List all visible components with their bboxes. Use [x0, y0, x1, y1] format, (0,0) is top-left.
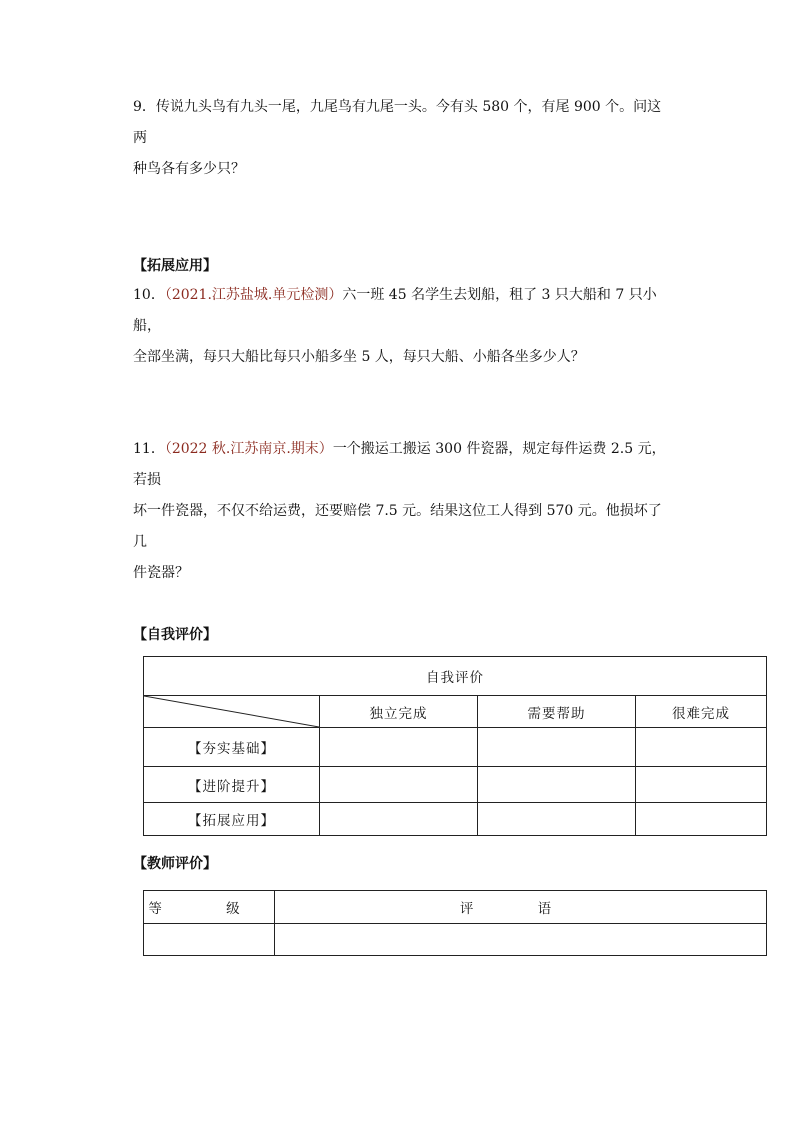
self-cell[interactable]	[320, 767, 478, 803]
self-cell[interactable]	[478, 803, 636, 836]
self-cell[interactable]	[320, 728, 478, 767]
question-11-line-3: 件瓷器？	[133, 565, 189, 581]
question-11-line-2: 坏一件瓷器，不仅不给运费，还要赔偿 7.5 元。结果这位工人得到 570 元。他损坏了几	[133, 503, 662, 550]
question-11	[133, 434, 673, 589]
question-9-line-2: 种鸟各有多少只？	[133, 161, 245, 177]
self-cell[interactable]	[636, 767, 767, 803]
diagonal-line	[144, 696, 319, 727]
self-cell[interactable]	[636, 803, 767, 836]
grade-header: 等 级	[144, 891, 275, 924]
question-11-number: 11．	[133, 441, 165, 457]
question-10-line-2: 全部坐满，每只大船比每只小船多坐 5 人，每只大船、小船各坐多少人？	[133, 349, 585, 365]
question-10-line-1: 六一班 45 名学生去划船，租了 3 只大船和 7 只小船，	[133, 287, 657, 334]
column-header-independent: 独立完成	[320, 696, 478, 728]
question-10-source: （2021.江苏盐城.单元检测）	[164, 287, 343, 303]
question-10-number: 10．	[133, 287, 165, 303]
question-9-line-1: 9．传说九头鸟有九头一尾，九尾鸟有九尾一头。今有头 580 个，有尾 900 个。问这两	[133, 99, 662, 146]
grade-cell[interactable]	[144, 924, 275, 956]
section-heading-self: 【自我评价】	[133, 627, 217, 643]
question-11-source: （2022 秋.江苏南京.期末）	[164, 441, 333, 457]
self-cell[interactable]	[636, 728, 767, 767]
row-label-advanced: 【进阶提升】	[144, 767, 320, 803]
diagonal-header-cell	[144, 696, 320, 728]
table-row	[144, 924, 767, 956]
section-heading-teacher: 【教师评价】	[133, 856, 217, 872]
table-row	[144, 803, 767, 836]
self-cell[interactable]	[478, 728, 636, 767]
question-9	[133, 92, 673, 185]
table-row	[144, 728, 767, 767]
self-cell[interactable]	[320, 803, 478, 836]
comment-header: 评 语	[275, 891, 767, 924]
question-10	[133, 280, 673, 373]
question-11-line-1: 一个搬运工搬运 300 件瓷器，规定每件运费 2.5 元，若损	[133, 441, 666, 488]
column-header-need-help: 需要帮助	[478, 696, 636, 728]
self-evaluation-table	[143, 656, 767, 836]
row-label-extend: 【拓展应用】	[144, 803, 320, 836]
section-heading-extend: 【拓展应用】	[133, 258, 217, 274]
row-label-foundation: 【夯实基础】	[144, 728, 320, 767]
self-table-title: 自我评价	[144, 657, 767, 696]
teacher-evaluation-table	[143, 890, 767, 956]
table-row	[144, 767, 767, 803]
self-cell[interactable]	[478, 767, 636, 803]
comment-cell[interactable]	[275, 924, 767, 956]
column-header-difficult: 很难完成	[636, 696, 767, 728]
